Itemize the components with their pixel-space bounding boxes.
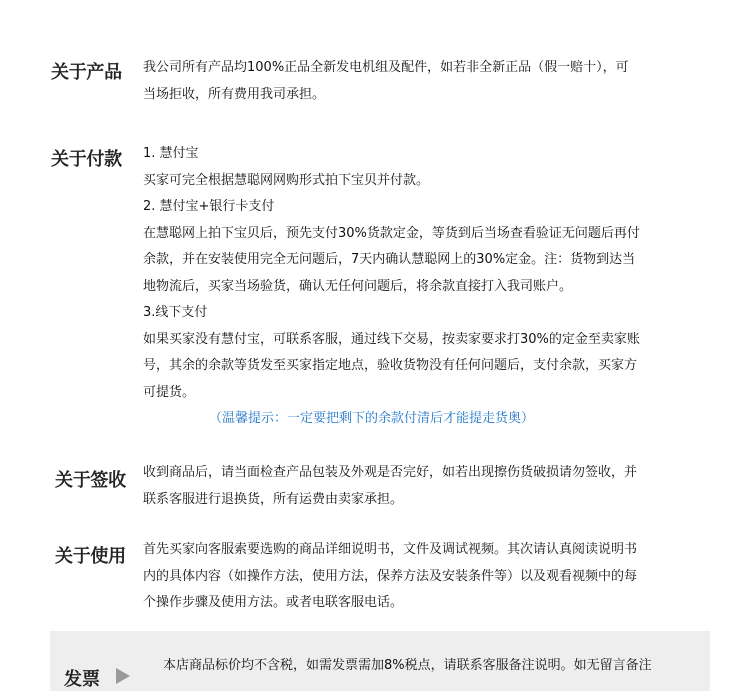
- product-heading: 关于产品: [51, 62, 122, 83]
- payment-tip: （温馨提示：一定要把剩下的余款付清后才能提走货奥）: [209, 411, 535, 426]
- payment-line: 地物流后，买家当场验货，确认无任何问题后，将余款直接打入我司账户。: [143, 278, 573, 294]
- usage-line: 首先买家向客服索要选购的商品详细说明书，文件及调试视频。其次请认真阅读说明书: [143, 542, 638, 557]
- invoice-text: 本店商品标价均不含税，如需发票需加8%税点，请联系客服备注说明。如无留言备注: [163, 658, 652, 673]
- usage-line: 内的具体内容（如操作方法，使用方法，保养方法及安装条件等）以及观看视频中的每: [143, 568, 638, 584]
- product-line: 当场拒收，所有费用我司承担。: [143, 86, 326, 102]
- product-text: [143, 55, 629, 108]
- invoice-notice: [50, 631, 710, 691]
- payment-heading: 关于付款: [51, 149, 122, 170]
- payment-line: 3.线下支付: [143, 305, 208, 320]
- product-line: 我公司所有产品均100%正品全新发电机组及配件，如若非全新正品（假一赔十），可: [143, 60, 629, 75]
- payment-line: 在慧聪网上拍下宝贝后，预先支付30%货款定金，等货到后当场查看验证无问题后再付: [143, 225, 640, 241]
- payment-line: 2. 慧付宝+银行卡支付: [143, 199, 275, 214]
- usage-text: [143, 537, 637, 617]
- receipt-text: [143, 460, 637, 513]
- usage-line: 个操作步骤及使用方法。或者电联客服电话。: [143, 595, 404, 610]
- payment-line: 如果买家没有慧付宝，可联系客服，通过线下交易，按卖家要求打30%的定金至卖家账: [143, 331, 640, 347]
- usage-heading: 关于使用: [55, 546, 126, 567]
- receipt-line: 收到商品后，请当面检查产品包装及外观是否完好，如若出现擦伤货破损请勿签收，并: [143, 465, 638, 480]
- payment-line: 可提货。: [143, 384, 196, 400]
- invoice-title: 发票: [64, 669, 100, 690]
- payment-line: 买家可完全根据慧聪网网购形式拍下宝贝并付款。: [143, 172, 430, 188]
- payment-line: 余款，并在安装使用完全无问题后，7天内确认慧聪网上的30%定金。注：货物到达当: [143, 252, 636, 267]
- receipt-line: 联系客服进行退换货，所有运费由卖家承担。: [143, 491, 404, 507]
- payment-line: 号，其余的余款等货发至买家指定地点，验收货物没有任何问题后，支付余款，买家方: [143, 358, 638, 373]
- payment-line: 1. 慧付宝: [143, 146, 199, 161]
- payment-text: [143, 141, 640, 433]
- receipt-heading: 关于签收: [55, 470, 126, 491]
- triangle-right-icon: [116, 668, 130, 684]
